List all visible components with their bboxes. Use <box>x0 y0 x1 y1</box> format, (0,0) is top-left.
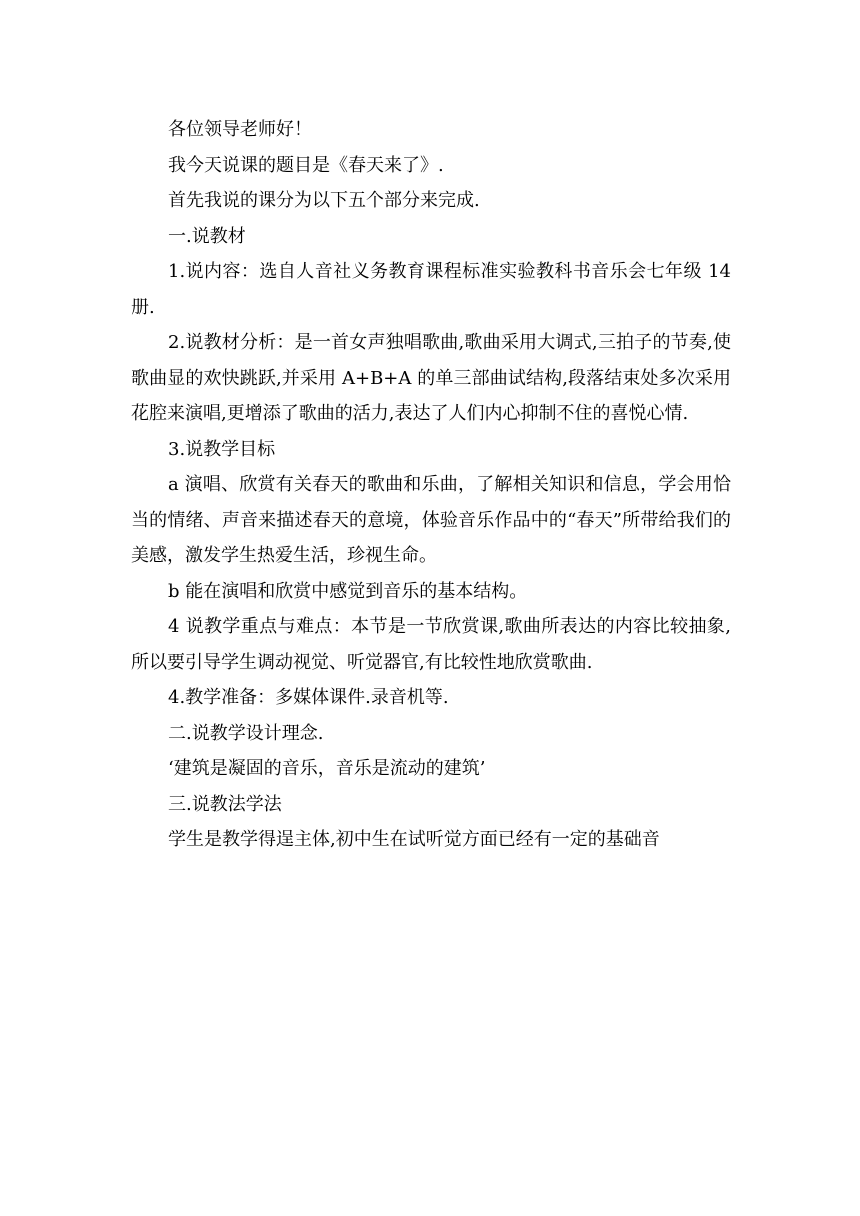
section-heading-1: 一.说教材 <box>168 225 246 247</box>
analysis-paragraph: 2.说教材分析：是一首女声独唱歌曲,歌曲采用大调式,三拍子的节奏,使歌曲显的欢快跳跃,并采用 A+B+A 的单三部曲试结构,段落结束处多次采用花腔来演唱,更增添了歌曲的活力,表达了人们内心抑制不住的喜悦心情. <box>131 332 731 424</box>
goals-heading: 3.说教学目标 <box>168 438 276 460</box>
content-paragraph: 1.说内容：选自人音社义务教育课程标准实验教科书音乐会七年级 14 册. <box>131 261 731 318</box>
outline-paragraph: 首先我说的课分为以下五个部分来完成. <box>168 190 480 211</box>
goal-a-paragraph: a 演唱、欣赏有关春天的歌曲和乐曲，了解相关知识和信息，学会用恰当的情绪、声音来描述春天的意境，体验音乐作品中的“春天”所带给我们的美感，激发学生热爱生活，珍视生命。 <box>131 474 731 566</box>
section-heading-2: 二.说教学设计理念. <box>168 722 324 744</box>
document-body <box>131 112 731 858</box>
topic-paragraph: 我今天说课的题目是《春天来了》. <box>168 154 444 176</box>
greeting-paragraph: 各位领导老师好！ <box>168 119 312 140</box>
goal-b-paragraph: b 能在演唱和欣赏中感觉到音乐的基本结构。 <box>168 580 528 602</box>
section-heading-3: 三.说教法学法 <box>168 793 282 815</box>
methods-paragraph: 学生是教学得逞主体,初中生在试听觉方面已经有一定的基础音 <box>168 829 660 850</box>
preparation-paragraph: 4.教学准备：多媒体课件.录音机等. <box>168 687 449 708</box>
design-quote: ‘建筑是凝固的音乐，音乐是流动的建筑’ <box>168 758 486 779</box>
key-points-paragraph: 4 说教学重点与难点：本节是一节欣赏课,歌曲所表达的内容比较抽象,所以要引导学生调动视觉、听觉器官,有比较性地欣赏歌曲. <box>131 616 731 673</box>
